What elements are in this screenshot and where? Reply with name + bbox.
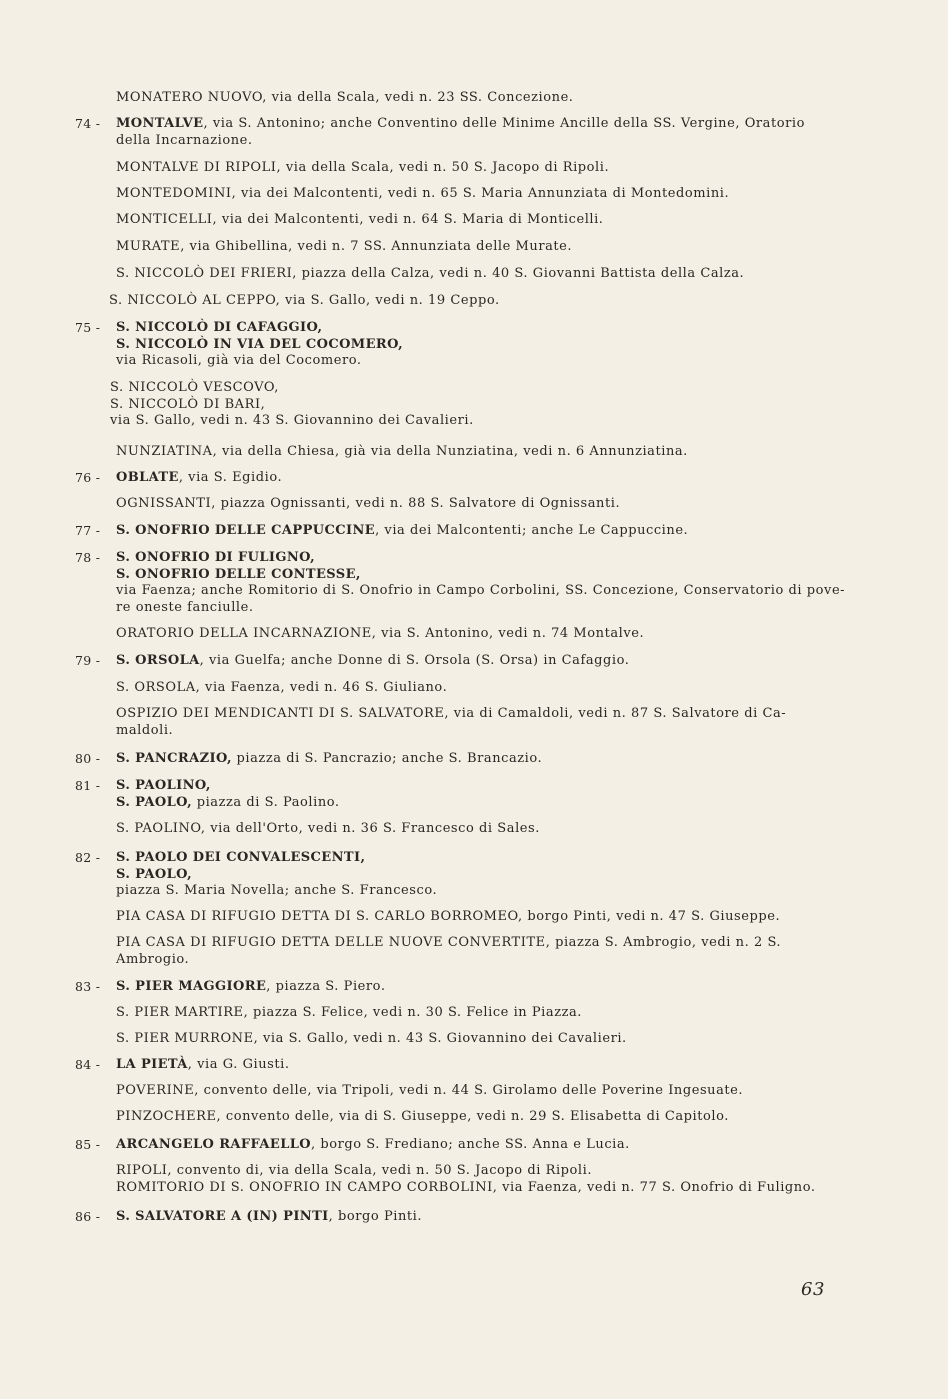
entry-line (116, 883, 822, 900)
entry-text (116, 186, 822, 203)
entry-line (116, 1209, 822, 1226)
entry-detail: via S. Gallo, vedi n. 43 S. Giovannino dei Cavalieri. (110, 413, 474, 428)
entry-line (116, 680, 822, 697)
entry-heading: ARCANGELO RAFFAELLO (116, 1137, 311, 1152)
entry-heading: S. PAOLINO, (116, 778, 211, 793)
entry-number: 77 - (75, 523, 101, 538)
entry-text (116, 1137, 822, 1154)
entry-line (116, 653, 822, 670)
entry-line (116, 723, 822, 740)
entry-line (116, 795, 822, 812)
entry-number: 75 - (75, 320, 101, 335)
entry-heading: S. NICCOLÒ DI CAFAGGIO, (116, 320, 323, 335)
entry-detail: S. PAOLINO, via dell'Orto, vedi n. 36 S. Francesco di Sales. (116, 821, 540, 836)
entry-text (116, 850, 822, 900)
entry-text (116, 160, 822, 177)
entry-detail: S. ORSOLA, via Faenza, vedi n. 46 S. Giuliano. (116, 680, 448, 695)
entry-text (116, 626, 822, 643)
entry-detail: , via G. Giusti. (187, 1057, 290, 1072)
entry-line (116, 1137, 822, 1154)
entry-heading: MONTALVE (116, 116, 204, 131)
entry-number: 78 - (75, 550, 101, 565)
entry-detail: OGNISSANTI, piazza Ognissanti, vedi n. 88 S. Salvatore di Ognissanti. (116, 496, 621, 511)
entry-text (116, 1005, 822, 1022)
entry-line (109, 293, 815, 310)
entry-line (116, 583, 846, 600)
entry-heading: S. ONOFRIO DELLE CONTESSE, (116, 566, 361, 582)
entry-line (110, 380, 816, 397)
entry-detail: maldoli. (116, 722, 174, 738)
entry-text (116, 116, 822, 149)
entry-line (116, 850, 822, 867)
entry-heading: S. PAOLO, (116, 866, 193, 882)
entry-number: 81 - (75, 778, 101, 793)
entry-text (116, 212, 822, 229)
entry-heading: S. ORSOLA (116, 653, 200, 668)
entry-heading: LA PIETÀ (116, 1057, 188, 1072)
entry-text (116, 266, 822, 283)
entry-text (116, 1163, 822, 1196)
entry-text (116, 909, 822, 926)
entry-text (116, 979, 822, 996)
entry-line (116, 867, 822, 884)
entry-detail: S. NICCOLÒ DEI FRIERI, piazza della Calza, vedi n. 40 S. Giovanni Battista della Calza. (116, 266, 745, 281)
entry-text (109, 293, 815, 310)
entry-text (116, 1083, 822, 1100)
entry-heading: S. PAOLO DEI CONVALESCENTI, (116, 850, 366, 865)
entry-text (116, 320, 822, 370)
entry-line (116, 1083, 822, 1100)
entry-text (116, 778, 822, 811)
entry-text (116, 470, 822, 487)
entry-line (116, 751, 822, 768)
entry-line (116, 567, 822, 584)
entry-heading: S. PAOLO, (116, 794, 193, 810)
entry-text (116, 496, 822, 513)
page-number: 63 (801, 1279, 825, 1300)
entry-line (116, 444, 822, 461)
entry-heading: S. NICCOLÒ IN VIA DEL COCOMERO, (116, 336, 403, 352)
entry-number: 84 - (75, 1057, 101, 1072)
entry-line (116, 353, 822, 370)
entry-detail: piazza di S. Paolino. (192, 794, 340, 810)
entry-text (116, 1109, 822, 1126)
entry-text (116, 706, 822, 739)
entry-line (116, 952, 822, 969)
entry-detail: re oneste fanciulle. (116, 599, 254, 615)
entry-line (116, 778, 822, 795)
entry-line (116, 600, 822, 617)
entry-line (116, 116, 822, 133)
entry-detail: S. NICCOLÒ VESCOVO, (110, 380, 279, 395)
entry-line (116, 160, 822, 177)
entry-detail: piazza di S. Pancrazio; anche S. Brancazio. (231, 751, 543, 766)
entry-text (116, 1057, 822, 1074)
entry-heading: S. SALVATORE A (IN) PINTI (116, 1209, 329, 1224)
entry-detail: MONATERO NUOVO, via della Scala, vedi n. 23 SS. Concezione. (116, 90, 574, 105)
entry-text (116, 90, 822, 107)
entry-heading: S. ONOFRIO DELLE CAPPUCCINE (116, 523, 376, 538)
entry-detail: NUNZIATINA, via della Chiesa, già via della Nunziatina, vedi n. 6 Annunziatina. (116, 444, 688, 459)
entry-detail: piazza S. Maria Novella; anche S. Francesco. (116, 883, 438, 898)
entry-number: 86 - (75, 1209, 101, 1224)
entry-detail: via Ricasoli, già via del Cocomero. (116, 353, 362, 368)
entry-text (116, 1031, 822, 1048)
entry-text (116, 1209, 822, 1226)
entry-text (116, 653, 822, 670)
entry-number: 76 - (75, 470, 101, 485)
entry-line (116, 1163, 822, 1180)
entry-text (116, 680, 822, 697)
entry-heading: OBLATE (116, 470, 179, 485)
entry-detail: RIPOLI, convento di, via della Scala, vedi n. 50 S. Jacopo di Ripoli. (116, 1163, 593, 1178)
entry-text (116, 935, 822, 968)
entry-text (116, 444, 822, 461)
entry-detail: S. PIER MARTIRE, piazza S. Felice, vedi n. 30 S. Felice in Piazza. (116, 1005, 582, 1020)
entry-line (116, 186, 822, 203)
entry-detail: PIA CASA DI RIFUGIO DETTA DI S. CARLO BORROMEO, borgo Pinti, vedi n. 47 S. Giuseppe. (116, 909, 781, 924)
entry-number: 74 - (75, 116, 101, 131)
entry-detail: MONTICELLI, via dei Malcontenti, vedi n. 64 S. Maria di Monticelli. (116, 212, 604, 227)
entry-line (116, 1031, 822, 1048)
entry-heading: S. ONOFRIO DI FULIGNO, (116, 550, 316, 565)
entry-line (116, 133, 822, 150)
entry-text (116, 550, 846, 616)
entry-detail: , via dei Malcontenti; anche Le Cappuccine. (375, 523, 689, 538)
entry-detail: , piazza S. Piero. (266, 979, 386, 994)
entry-detail: MURATE, via Ghibellina, vedi n. 7 SS. Annunziata delle Murate. (116, 239, 573, 254)
entry-line (116, 1005, 822, 1022)
entry-line (116, 550, 822, 567)
entry-line (116, 706, 822, 723)
entry-line (116, 909, 822, 926)
entry-detail: della Incarnazione. (116, 132, 253, 148)
entry-detail: POVERINE, convento delle, via Tripoli, vedi n. 44 S. Girolamo delle Poverine Ingesuate. (116, 1083, 744, 1098)
entry-detail: , via S. Antonino; anche Conventino delle Minime Ancille della SS. Vergine, Oratorio (203, 116, 805, 131)
entry-text (116, 821, 822, 838)
entry-text (116, 239, 822, 256)
entry-heading: S. PANCRAZIO, (116, 751, 232, 766)
entry-detail: OSPIZIO DEI MENDICANTI DI S. SALVATORE, via di Camaldoli, vedi n. 87 S. Salvatore di Ca- (116, 706, 787, 721)
entry-text (116, 523, 822, 540)
entry-detail: MONTEDOMINI, via dei Malcontenti, vedi n. 65 S. Maria Annunziata di Montedomini. (116, 186, 730, 201)
entry-line (116, 266, 822, 283)
entry-detail: , via S. Egidio. (178, 470, 283, 485)
entry-detail: S. NICCOLÒ DI BARI, (110, 396, 266, 412)
entry-detail: MONTALVE DI RIPOLI, via della Scala, vedi n. 50 S. Jacopo di Ripoli. (116, 160, 610, 175)
entry-detail: via Faenza; anche Romitorio di S. Onofrio in Campo Corbolini, SS. Concezione, Conservatorio di pove- (116, 583, 846, 598)
entry-text (110, 380, 816, 430)
entry-line (116, 821, 822, 838)
entry-line (116, 626, 822, 643)
entry-number: 83 - (75, 979, 101, 994)
entry-line (116, 239, 822, 256)
entry-line (116, 935, 822, 952)
entry-line (110, 397, 816, 414)
entry-line (116, 1180, 822, 1197)
entry-text (116, 751, 822, 768)
entry-detail: ROMITORIO DI S. ONOFRIO IN CAMPO CORBOLINI, via Faenza, vedi n. 77 S. Onofrio di Fuligno. (116, 1179, 816, 1195)
entry-detail: PINZOCHERE, convento delle, via di S. Giuseppe, vedi n. 29 S. Elisabetta di Capitolo. (116, 1109, 729, 1124)
entry-detail: S. NICCOLÒ AL CEPPO, via S. Gallo, vedi n. 19 Ceppo. (109, 293, 500, 308)
entry-line (110, 413, 816, 430)
entry-number: 80 - (75, 751, 101, 766)
entry-detail: PIA CASA DI RIFUGIO DETTA DELLE NUOVE CONVERTITE, piazza S. Ambrogio, vedi n. 2 S. (116, 935, 782, 950)
entry-line (116, 979, 822, 996)
entry-line (116, 90, 822, 107)
entry-line (116, 1109, 822, 1126)
entry-line (116, 496, 822, 513)
entry-number: 79 - (75, 653, 101, 668)
entry-detail: Ambrogio. (116, 951, 190, 967)
entry-detail: , borgo Pinti. (328, 1209, 423, 1224)
entry-heading: S. PIER MAGGIORE (116, 979, 267, 994)
entry-detail: ORATORIO DELLA INCARNAZIONE, via S. Antonino, vedi n. 74 Montalve. (116, 626, 645, 641)
entry-line (116, 337, 822, 354)
entry-detail: , borgo S. Frediano; anche SS. Anna e Lucia. (311, 1137, 630, 1152)
entry-number: 82 - (75, 850, 101, 865)
entry-detail: , via Guelfa; anche Donne di S. Orsola (S. Orsa) in Cafaggio. (199, 653, 630, 668)
entry-detail: S. PIER MURRONE, via S. Gallo, vedi n. 43 S. Giovannino dei Cavalieri. (116, 1031, 627, 1046)
entry-line (116, 523, 822, 540)
entry-line (116, 1057, 822, 1074)
entry-line (116, 212, 822, 229)
entry-line (116, 470, 822, 487)
entry-line (116, 320, 822, 337)
entry-number: 85 - (75, 1137, 101, 1152)
